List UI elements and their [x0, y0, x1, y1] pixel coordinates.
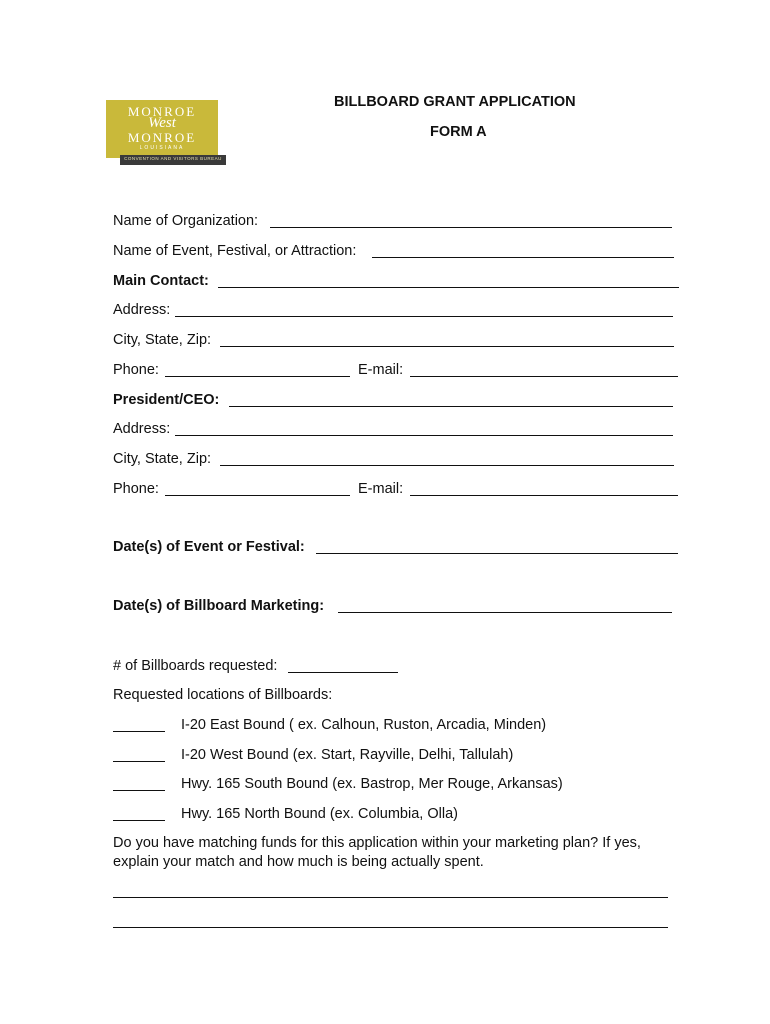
matching-question-line-1: Do you have matching funds for this application within your marketing plan? If yes, [113, 835, 641, 851]
phone-row-2 [113, 480, 159, 498]
email-label-1: E-mail: [358, 362, 404, 378]
billboard-count-label: # of Billboards requested: [113, 658, 278, 674]
address-label-1: Address: [113, 302, 171, 318]
form-title: BILLBOARD GRANT APPLICATION [334, 94, 576, 110]
location-label: I-20 East Bound ( ex. Calhoun, Ruston, Arcadia, Minden) [181, 717, 547, 733]
marketing-dates-label: Date(s) of Billboard Marketing: [113, 598, 325, 614]
location-label: Hwy. 165 South Bound (ex. Bastrop, Mer Rouge, Arkansas) [181, 776, 563, 792]
phone-label-2: Phone: [113, 481, 159, 497]
phone-field-2[interactable] [165, 495, 350, 496]
location-checkline[interactable] [113, 731, 165, 732]
organization-row [113, 212, 258, 230]
event-field[interactable] [372, 257, 674, 258]
event-dates-row [113, 538, 305, 556]
location-checkline[interactable] [113, 820, 165, 821]
main-contact-field[interactable] [218, 287, 679, 288]
address-field-2[interactable] [175, 435, 673, 436]
email-label-2: E-mail: [358, 481, 404, 497]
logo-word-west: West [148, 115, 176, 131]
location-item [113, 775, 673, 793]
logo-word-monroe-2: MONROE [127, 130, 197, 145]
city-label-1: City, State, Zip: [113, 332, 212, 348]
location-checkline[interactable] [113, 790, 165, 791]
address-row-1 [113, 301, 170, 319]
matching-question-line-2: explain your match and how much is being actually spent. [113, 854, 484, 870]
city-row-1 [113, 331, 211, 349]
email-row-2 [358, 480, 403, 498]
event-row [113, 242, 356, 260]
logo-strip [120, 155, 226, 165]
answer-line-1[interactable] [113, 897, 668, 898]
logo-plate [106, 100, 218, 158]
city-field-1[interactable] [220, 346, 674, 347]
location-item [113, 805, 673, 823]
requested-locations-label: Requested locations of Billboards: [113, 687, 333, 703]
location-item [113, 746, 673, 764]
event-dates-label: Date(s) of Event or Festival: [113, 539, 305, 555]
matching-question [113, 834, 693, 872]
address-field-1[interactable] [175, 316, 673, 317]
organization-field[interactable] [270, 227, 672, 228]
main-contact-label: Main Contact: [113, 273, 209, 289]
address-label-2: Address: [113, 421, 171, 437]
logo-state: LOUISIANA [139, 145, 185, 151]
organization-label: Name of Organization: [113, 213, 259, 229]
president-label: President/CEO: [113, 392, 220, 408]
location-label: I-20 West Bound (ex. Start, Rayville, Delhi, Tallulah) [181, 747, 514, 763]
marketing-dates-field[interactable] [338, 612, 672, 613]
event-label: Name of Event, Festival, or Attraction: [113, 243, 357, 259]
phone-row-1 [113, 361, 159, 379]
location-item [113, 716, 673, 734]
city-label-2: City, State, Zip: [113, 451, 212, 467]
logo-word-monroe: MONROE [127, 104, 197, 119]
city-row-2 [113, 450, 211, 468]
phone-label-1: Phone: [113, 362, 159, 378]
address-row-2 [113, 420, 170, 438]
bureau-logo [106, 100, 224, 164]
billboard-count-row [113, 657, 277, 675]
form-subtitle: FORM A [430, 124, 487, 140]
email-field-1[interactable] [410, 376, 678, 377]
billboard-count-field[interactable] [288, 672, 398, 673]
main-contact-row [113, 272, 209, 290]
phone-field-1[interactable] [165, 376, 350, 377]
city-field-2[interactable] [220, 465, 674, 466]
location-label: Hwy. 165 North Bound (ex. Columbia, Olla) [181, 806, 458, 822]
marketing-dates-row [113, 597, 324, 615]
president-row [113, 391, 219, 409]
event-dates-field[interactable] [316, 553, 678, 554]
location-checkline[interactable] [113, 761, 165, 762]
president-field[interactable] [229, 406, 673, 407]
answer-line-2[interactable] [113, 927, 668, 928]
email-field-2[interactable] [410, 495, 678, 496]
logo-strip-text: CONVENTION AND VISITORS BUREAU [124, 156, 222, 161]
requested-locations-row [113, 686, 332, 704]
email-row-1 [358, 361, 403, 379]
